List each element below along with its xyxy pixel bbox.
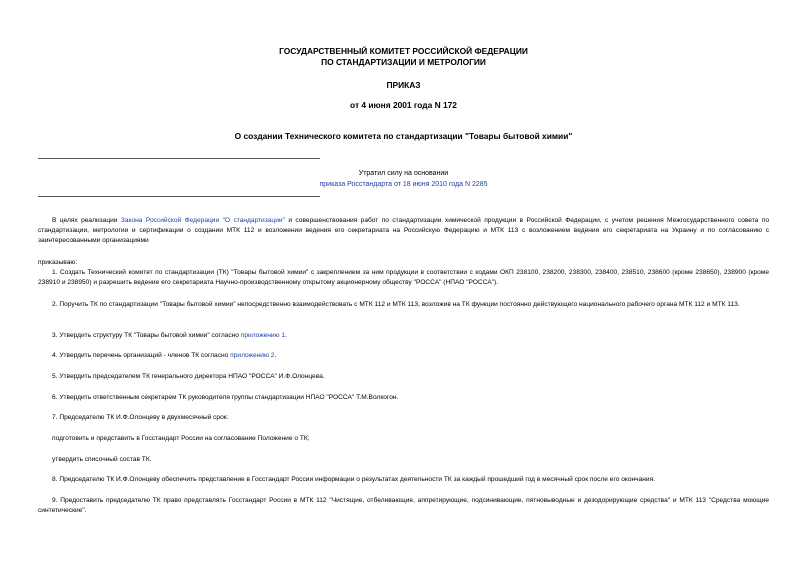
item-3-label: 3. Утвердить структуру ТК "Товары бытовой химии" согласно <box>52 332 241 339</box>
item-9 <box>38 496 769 516</box>
preamble-text-start: В целях реализации <box>52 217 121 224</box>
doc-type: ПРИКАЗ <box>386 80 421 90</box>
item-3-end: . <box>285 332 287 339</box>
item-1-text: 1. Создать Технический комитет по стандартизации (ТК) "Товары бытовой химии" с закреплением за ним продукции в соответствии с кодами ОКП 238100, 238200, 238300, 238400, 238510, 238600 (кроме 238650), 238900 (кроме 238910 и 238950) и разрешить ведение его секретариата Научно-производственному открытому акционерному обществу "РОССА" (НПАО "РОССА"). <box>38 269 769 286</box>
item-5-text: 5. Утвердить председателем ТК генерального директора НПАО "РОССА" И.Ф.Олонцева. <box>52 373 325 380</box>
order-word: приказываю: <box>38 259 78 266</box>
item-5 <box>38 372 769 382</box>
item-3-text <box>38 331 769 341</box>
status-note-link-wrap <box>0 179 807 190</box>
item-7 <box>38 413 769 423</box>
item-3 <box>38 331 769 341</box>
divider-bottom <box>38 196 320 197</box>
item-8 <box>38 475 769 485</box>
item-7a-text: подготовить и представить в Госстандарт России на согласование Положение о ТК; <box>52 435 310 442</box>
law-link[interactable]: Закона Российской Федерации "О стандартизации" <box>120 217 285 224</box>
item-8-text: 8. Председателю ТК И.Ф.Олонцеву обеспечить представление в Госстандарт России информации о результатах деятельности ТК за каждый прошедший год в месячный срок после его окончания. <box>52 476 655 483</box>
item-2-text: 2. Поручить ТК по стандартизации "Товары бытовой химии" непосредственно взаимодействовать с МТК 112 и МТК 113, возложив на ТК функции постоянно действующего национального рабочего органа МТК 112 и МТК 113. <box>52 301 740 308</box>
item-4-label: 4. Утвердить перечень организаций - членов ТК согласно <box>52 352 231 359</box>
item-7b <box>38 455 769 465</box>
appendix-2-link[interactable]: приложению 2 <box>230 352 275 359</box>
appendix-1-link[interactable]: приложению 1 <box>240 332 286 339</box>
item-2 <box>38 300 769 310</box>
item-9-text: 9. Предоставить председателю ТК право представлять Госстандарт России в МТК 112 "Чистящие, отбеливающие, аппретирующие, подсинивающие, пятновыводные и дезодорирующие средства" и МТК 113 "Средства моющие синтетические". <box>38 497 769 514</box>
item-4-end: . <box>274 352 277 359</box>
preamble <box>38 216 769 246</box>
item-1 <box>38 268 769 288</box>
item-4 <box>38 351 769 361</box>
divider-top <box>38 158 320 159</box>
item-7a <box>38 434 769 444</box>
status-note: Утратил силу на основании <box>358 170 449 177</box>
org-name-line2: ПО СТАНДАРТИЗАЦИИ И МЕТРОЛОГИИ <box>321 57 486 67</box>
preamble-paragraph <box>38 216 769 246</box>
doc-date: от 4 июня 2001 года N 172 <box>350 100 457 110</box>
item-6 <box>38 393 769 403</box>
org-name-line1: ГОСУДАРСТВЕННЫЙ КОМИТЕТ РОССИЙСКОЙ ФЕДЕРАЦИИ <box>279 46 528 56</box>
repeal-order-link[interactable]: приказа Росстандарта от 18 июня 2010 года N 2285 <box>319 181 488 188</box>
item-6-text: 6. Утвердить ответственным секретарем ТК руководителя группы стандартизации НПАО "РОССА" Т.М.Волкогон. <box>52 394 399 401</box>
item-7b-text: утвердить списочный состав ТК. <box>52 456 152 463</box>
preamble-text-end: и совершенствования работ по стандартизации химической продукции в Российской Федерации, с учетом решения Межгосударственного совета по стандартизации, метрологии и сертификации о создании МТК 112 и возложении ведения его секретариата на Российскую Федерацию и МТК 113 с возложением ведения его секретариата на Украину и по согласованию с заинтересованными организациями <box>38 217 769 244</box>
item-7-text: 7. Председателю ТК И.Ф.Олонцеву в двухмесячный срок: <box>52 414 229 421</box>
item-4-text <box>38 351 769 361</box>
doc-title: О создании Технического комитета по стандартизации "Товары бытовой химии" <box>234 131 573 141</box>
